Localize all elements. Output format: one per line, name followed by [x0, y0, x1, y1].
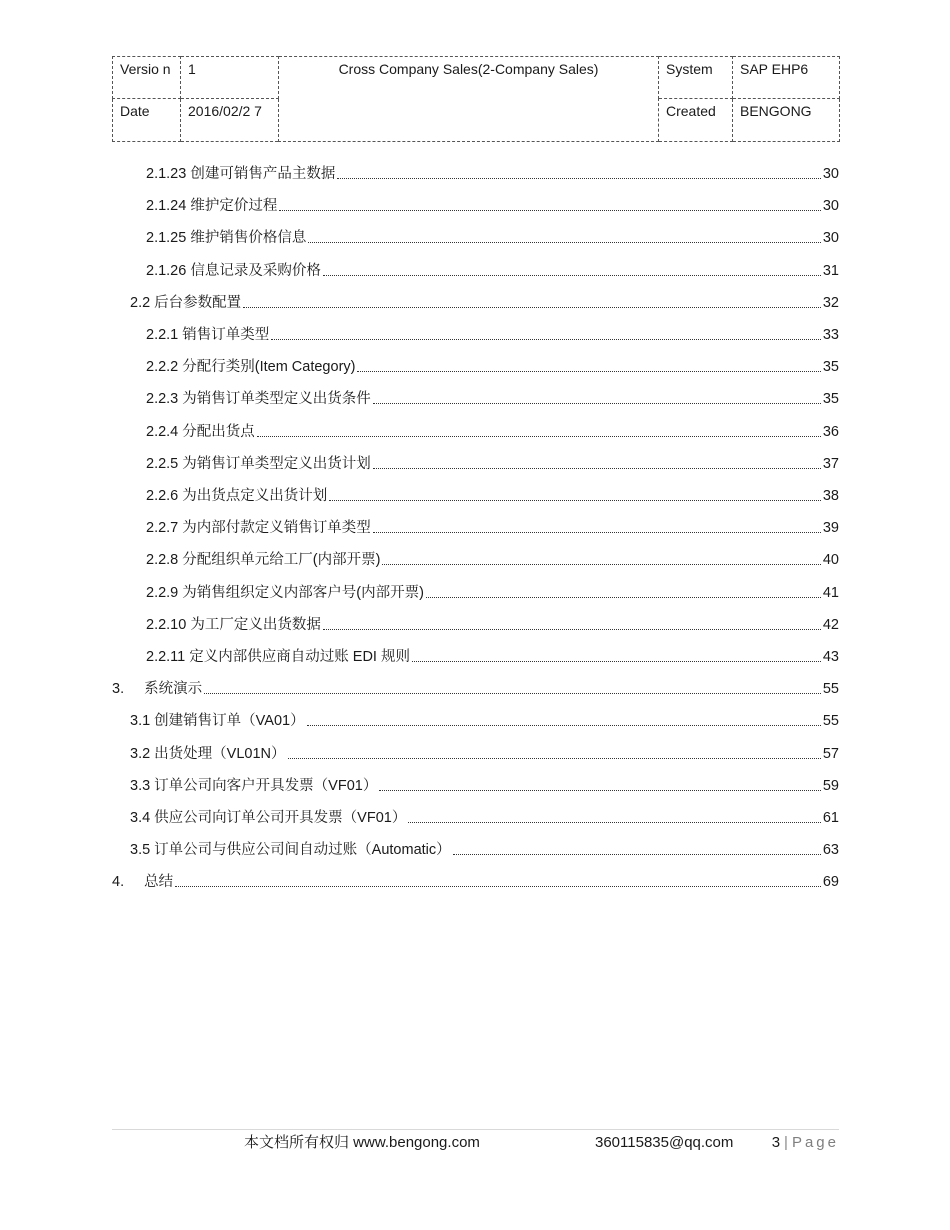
toc-entry-leader: [308, 228, 821, 248]
toc-entry-title: 分配出货点: [182, 424, 255, 440]
toc-entry-title: 为内部付款定义销售订单类型: [182, 520, 371, 536]
toc-entry-leader: [271, 325, 821, 345]
toc-entry-page: 69: [822, 874, 839, 890]
toc-entry-number: 2.2.2: [146, 359, 179, 375]
toc-entry-leader: [257, 422, 821, 442]
toc-entry-page: 43: [822, 649, 839, 665]
document-header-table: [112, 56, 840, 142]
toc-entry[interactable]: [146, 385, 839, 409]
toc-entry-leader: [243, 293, 821, 313]
toc-entry-title: 总结: [144, 874, 174, 890]
toc-entry-number: 3.2: [130, 746, 151, 762]
toc-entry-title: 销售订单类型: [182, 327, 270, 343]
toc-entry-leader: [412, 647, 821, 667]
toc-entry-leader: [408, 808, 821, 828]
toc-entry-page: 57: [822, 746, 839, 762]
toc-entry-page: 30: [822, 166, 839, 182]
toc-entry[interactable]: [146, 579, 839, 603]
toc-entry-page: 36: [822, 424, 839, 440]
toc-entry-leader: [373, 389, 821, 409]
toc-entry-number: 2.2: [130, 295, 151, 311]
toc-entry-page: 41: [822, 585, 839, 601]
toc-entry-leader: [337, 164, 821, 184]
toc-entry-number: 2.2.9: [146, 585, 179, 601]
page-number: 3: [771, 1134, 781, 1151]
toc-entry-page: 42: [822, 617, 839, 633]
toc-entry-title: 创建可销售产品主数据: [190, 166, 336, 182]
toc-entry[interactable]: [146, 643, 839, 667]
toc-entry[interactable]: [130, 772, 839, 796]
toc-entry-number: 3.4: [130, 810, 151, 826]
toc-entry-leader: [382, 550, 820, 570]
toc-entry[interactable]: [146, 224, 839, 248]
toc-entry-page: 55: [822, 713, 839, 729]
toc-entry-title: 信息记录及采购价格: [190, 263, 321, 279]
toc-entry-number: 2.2.11: [146, 649, 186, 665]
toc-entry[interactable]: [146, 321, 839, 345]
toc-entry[interactable]: [146, 450, 839, 474]
created-value: BENGONG: [733, 99, 840, 142]
toc-entry-title: 供应公司向订单公司开具发票（VF01）: [154, 810, 407, 826]
toc-entry[interactable]: [146, 192, 839, 216]
toc-entry-title: 为工厂定义出货数据: [190, 617, 321, 633]
toc-entry-number: 2.2.8: [146, 552, 179, 568]
toc-entry-number: 2.2.6: [146, 488, 179, 504]
toc-entry-number: 2.2.5: [146, 456, 179, 472]
created-label: Created: [659, 99, 733, 142]
toc-entry-page: 61: [822, 810, 839, 826]
system-value: SAP EHP6: [733, 57, 840, 99]
toc-entry-title: 创建销售订单（VA01）: [154, 713, 305, 729]
toc-entry-title: 定义内部供应商自动过账 EDI 规则: [189, 649, 410, 665]
toc-entry-leader: [329, 486, 821, 506]
toc-entry-leader: [357, 357, 820, 377]
toc-entry-leader: [379, 776, 821, 796]
toc-entry[interactable]: [146, 353, 839, 377]
toc-entry-title: 维护销售价格信息: [190, 230, 307, 246]
toc-entry-number: 4.: [112, 874, 125, 890]
toc-entry[interactable]: [146, 482, 839, 506]
toc-entry-page: 38: [822, 488, 839, 504]
toc-entry-page: 32: [822, 295, 839, 311]
toc-entry[interactable]: [146, 257, 839, 281]
document-title: Cross Company Sales(2-Company Sales): [279, 57, 659, 142]
page-separator: |: [784, 1134, 788, 1151]
toc-entry-page: 37: [822, 456, 839, 472]
toc-entry-page: 31: [822, 263, 839, 279]
toc-entry-title: 为销售订单类型定义出货条件: [182, 391, 371, 407]
toc-entry-number: 2.2.1: [146, 327, 179, 343]
toc-entry[interactable]: [146, 514, 839, 538]
toc-entry-page: 35: [822, 391, 839, 407]
toc-entry-page: 39: [822, 520, 839, 536]
date-label: Date: [113, 99, 181, 142]
toc-entry-number: 3.5: [130, 842, 151, 858]
toc-entry-title: 分配组织单元给工厂(内部开票): [182, 552, 381, 568]
system-label: System: [659, 57, 733, 99]
footer-page-number: [772, 1133, 839, 1153]
toc-entry-leader: [453, 840, 821, 860]
toc-entry-number: 3.3: [130, 778, 151, 794]
footer-email: 360115835@qq.com: [595, 1134, 734, 1151]
toc-entry-title: 为销售订单类型定义出货计划: [182, 456, 371, 472]
toc-entry[interactable]: [130, 289, 839, 313]
toc-entry-page: 55: [822, 681, 839, 697]
toc-entry-number: 2.1.23: [146, 166, 187, 182]
toc-entry[interactable]: [112, 868, 839, 892]
toc-entry-leader: [279, 196, 821, 216]
toc-entry-title: 分配行类别(Item Category): [182, 359, 356, 375]
toc-entry-title: 系统演示: [144, 681, 203, 697]
version-value: 1: [181, 57, 279, 99]
toc-entry-number: 2.2.4: [146, 424, 179, 440]
toc-entry-title: 维护定价过程: [190, 198, 278, 214]
toc-entry-leader: [204, 679, 821, 699]
toc-entry-title: 订单公司向客户开具发票（VF01）: [154, 778, 378, 794]
toc-entry-title: 后台参数配置: [154, 295, 242, 311]
toc-entry[interactable]: [130, 740, 839, 764]
toc-entry-page: 30: [822, 198, 839, 214]
footer-divider: [112, 1129, 839, 1130]
toc-entry[interactable]: [146, 418, 839, 442]
toc-entry-leader: [175, 872, 821, 892]
toc-entry-number: 3.1: [130, 713, 151, 729]
toc-entry-leader: [373, 454, 821, 474]
toc-entry-leader: [323, 615, 821, 635]
toc-entry-leader: [373, 518, 821, 538]
page-word: Page: [791, 1134, 839, 1151]
toc-entry[interactable]: [130, 804, 839, 828]
toc-entry[interactable]: [146, 546, 839, 570]
toc-entry[interactable]: [130, 707, 839, 731]
toc-entry-page: 30: [822, 230, 839, 246]
toc-entry-number: 2.1.25: [146, 230, 187, 246]
toc-entry-number: 3.: [112, 681, 125, 697]
toc-entry-leader: [323, 261, 821, 281]
toc-entry[interactable]: [130, 836, 839, 860]
toc-entry-page: 63: [822, 842, 839, 858]
toc-entry-page: 33: [822, 327, 839, 343]
toc-entry-page: 59: [822, 778, 839, 794]
toc-entry-title: 为出货点定义出货计划: [182, 488, 328, 504]
toc-entry-title: 为销售组织定义内部客户号(内部开票): [182, 585, 424, 601]
toc-entry-number: 2.2.3: [146, 391, 179, 407]
toc-entry-title: 订单公司与供应公司间自动过账（Automatic）: [154, 842, 451, 858]
version-label: Versio n: [113, 57, 181, 99]
toc-entry[interactable]: [146, 160, 839, 184]
toc-entry-page: 40: [822, 552, 839, 568]
toc-entry[interactable]: [146, 611, 839, 635]
footer-owner: 本文档所有权归 www.bengong.com: [244, 1134, 480, 1151]
toc-entry-leader: [307, 711, 821, 731]
date-value: 2016/02/2 7: [181, 99, 279, 142]
toc-entry-title: 出货处理（VL01N）: [154, 746, 286, 762]
toc-entry-leader: [426, 583, 821, 603]
toc-entry-number: 2.1.26: [146, 263, 187, 279]
toc-entry[interactable]: [112, 675, 839, 699]
toc-entry-number: 2.2.7: [146, 520, 179, 536]
toc-entry-leader: [288, 744, 821, 764]
toc-entry-number: 2.2.10: [146, 617, 187, 633]
toc-entry-number: 2.1.24: [146, 198, 187, 214]
toc-entry-page: 35: [822, 359, 839, 375]
